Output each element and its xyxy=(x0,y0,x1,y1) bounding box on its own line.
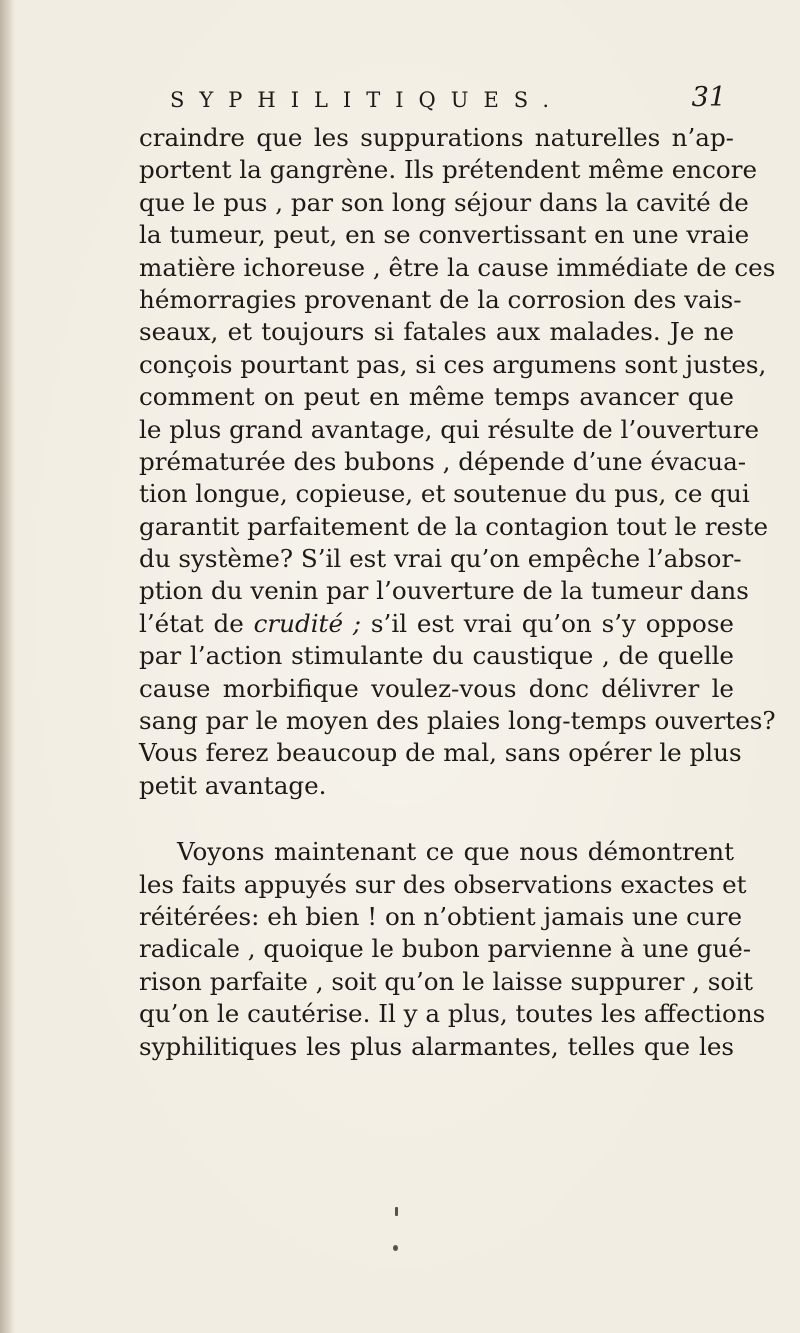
text-line: sang par le moyen des plaies long-temps ouvertes? xyxy=(139,706,776,736)
paper-speck xyxy=(393,1245,398,1251)
text-line: du système? S’il est vrai qu’on empêche l’absor- xyxy=(139,544,742,574)
text-line-crudite xyxy=(139,608,734,640)
text-line: craindre que les suppurations naturelles n’ap- xyxy=(139,123,734,152)
text-line: hémorragies provenant de la corrosion des vais- xyxy=(139,284,742,314)
text-line: cause morbifique voulez-vous donc délivrer le xyxy=(139,673,734,703)
text-line: conçois pourtant pas, si ces argumens sont justes, xyxy=(139,349,767,379)
text-line: tion longue, copieuse, et soutenue du pus, ce qui xyxy=(139,479,750,509)
text-line: par l’action stimulante du caustique , de quelle xyxy=(139,641,734,671)
text-fragment: s’il est vrai qu’on s’y oppose xyxy=(361,608,734,638)
text-line: seaux, et toujours si fatales aux malades. Je ne xyxy=(139,317,734,347)
text-line: rison parfaite , soit qu’on le laisse suppurer , soit xyxy=(139,966,753,996)
page-gutter-shadow xyxy=(0,0,14,1333)
paragraph-gap xyxy=(139,802,734,836)
text-line: qu’on le cautérise. Il y a plus, toutes les affections xyxy=(139,999,766,1029)
text-fragment: l’état de xyxy=(139,608,254,638)
body-text xyxy=(139,122,776,1063)
paragraph-1 xyxy=(139,122,776,802)
text-line: radicale , quoique le bubon parvienne à une gué- xyxy=(139,934,752,964)
running-title: SYPHILITIQUES. xyxy=(170,88,565,112)
text-line: garantit parfaitement de la contagion tout le reste xyxy=(139,511,769,541)
text-line: portent la gangrène. Ils prétendent même encore xyxy=(139,155,758,185)
paper-speck xyxy=(395,1207,398,1216)
text-line: réitérées: eh bien ! on n’obtient jamais une cure xyxy=(139,901,743,931)
text-line: comment on peut en même temps avancer que xyxy=(139,382,734,412)
text-line: ption du venin par l’ouverture de la tumeur dans xyxy=(139,576,749,606)
text-line: que le pus , par son long séjour dans la cavité de xyxy=(139,187,749,217)
text-line: syphilitiques les plus alarmantes, telles que les xyxy=(139,1031,734,1061)
page-number: 31 xyxy=(691,82,726,113)
text-line: le plus grand avantage, qui résulte de l’ouverture xyxy=(139,414,760,444)
text-line: les faits appuyés sur des observations exactes et xyxy=(139,869,747,899)
paragraph-2 xyxy=(139,836,766,1063)
text-line: la tumeur, peut, en se convertissant en une vraie xyxy=(139,220,750,250)
page-header xyxy=(170,82,730,122)
italic-word-crudite: crudité ; xyxy=(253,608,362,638)
text-line: Voyons maintenant ce que nous démontrent xyxy=(177,837,734,867)
text-line: matière ichoreuse , être la cause immédiate de ces xyxy=(139,252,776,282)
text-line: petit avantage. xyxy=(139,770,327,800)
text-line: Vous ferez beaucoup de mal, sans opérer le plus xyxy=(139,738,742,768)
text-line: prématurée des bubons , dépende d’une évacua- xyxy=(139,446,747,476)
